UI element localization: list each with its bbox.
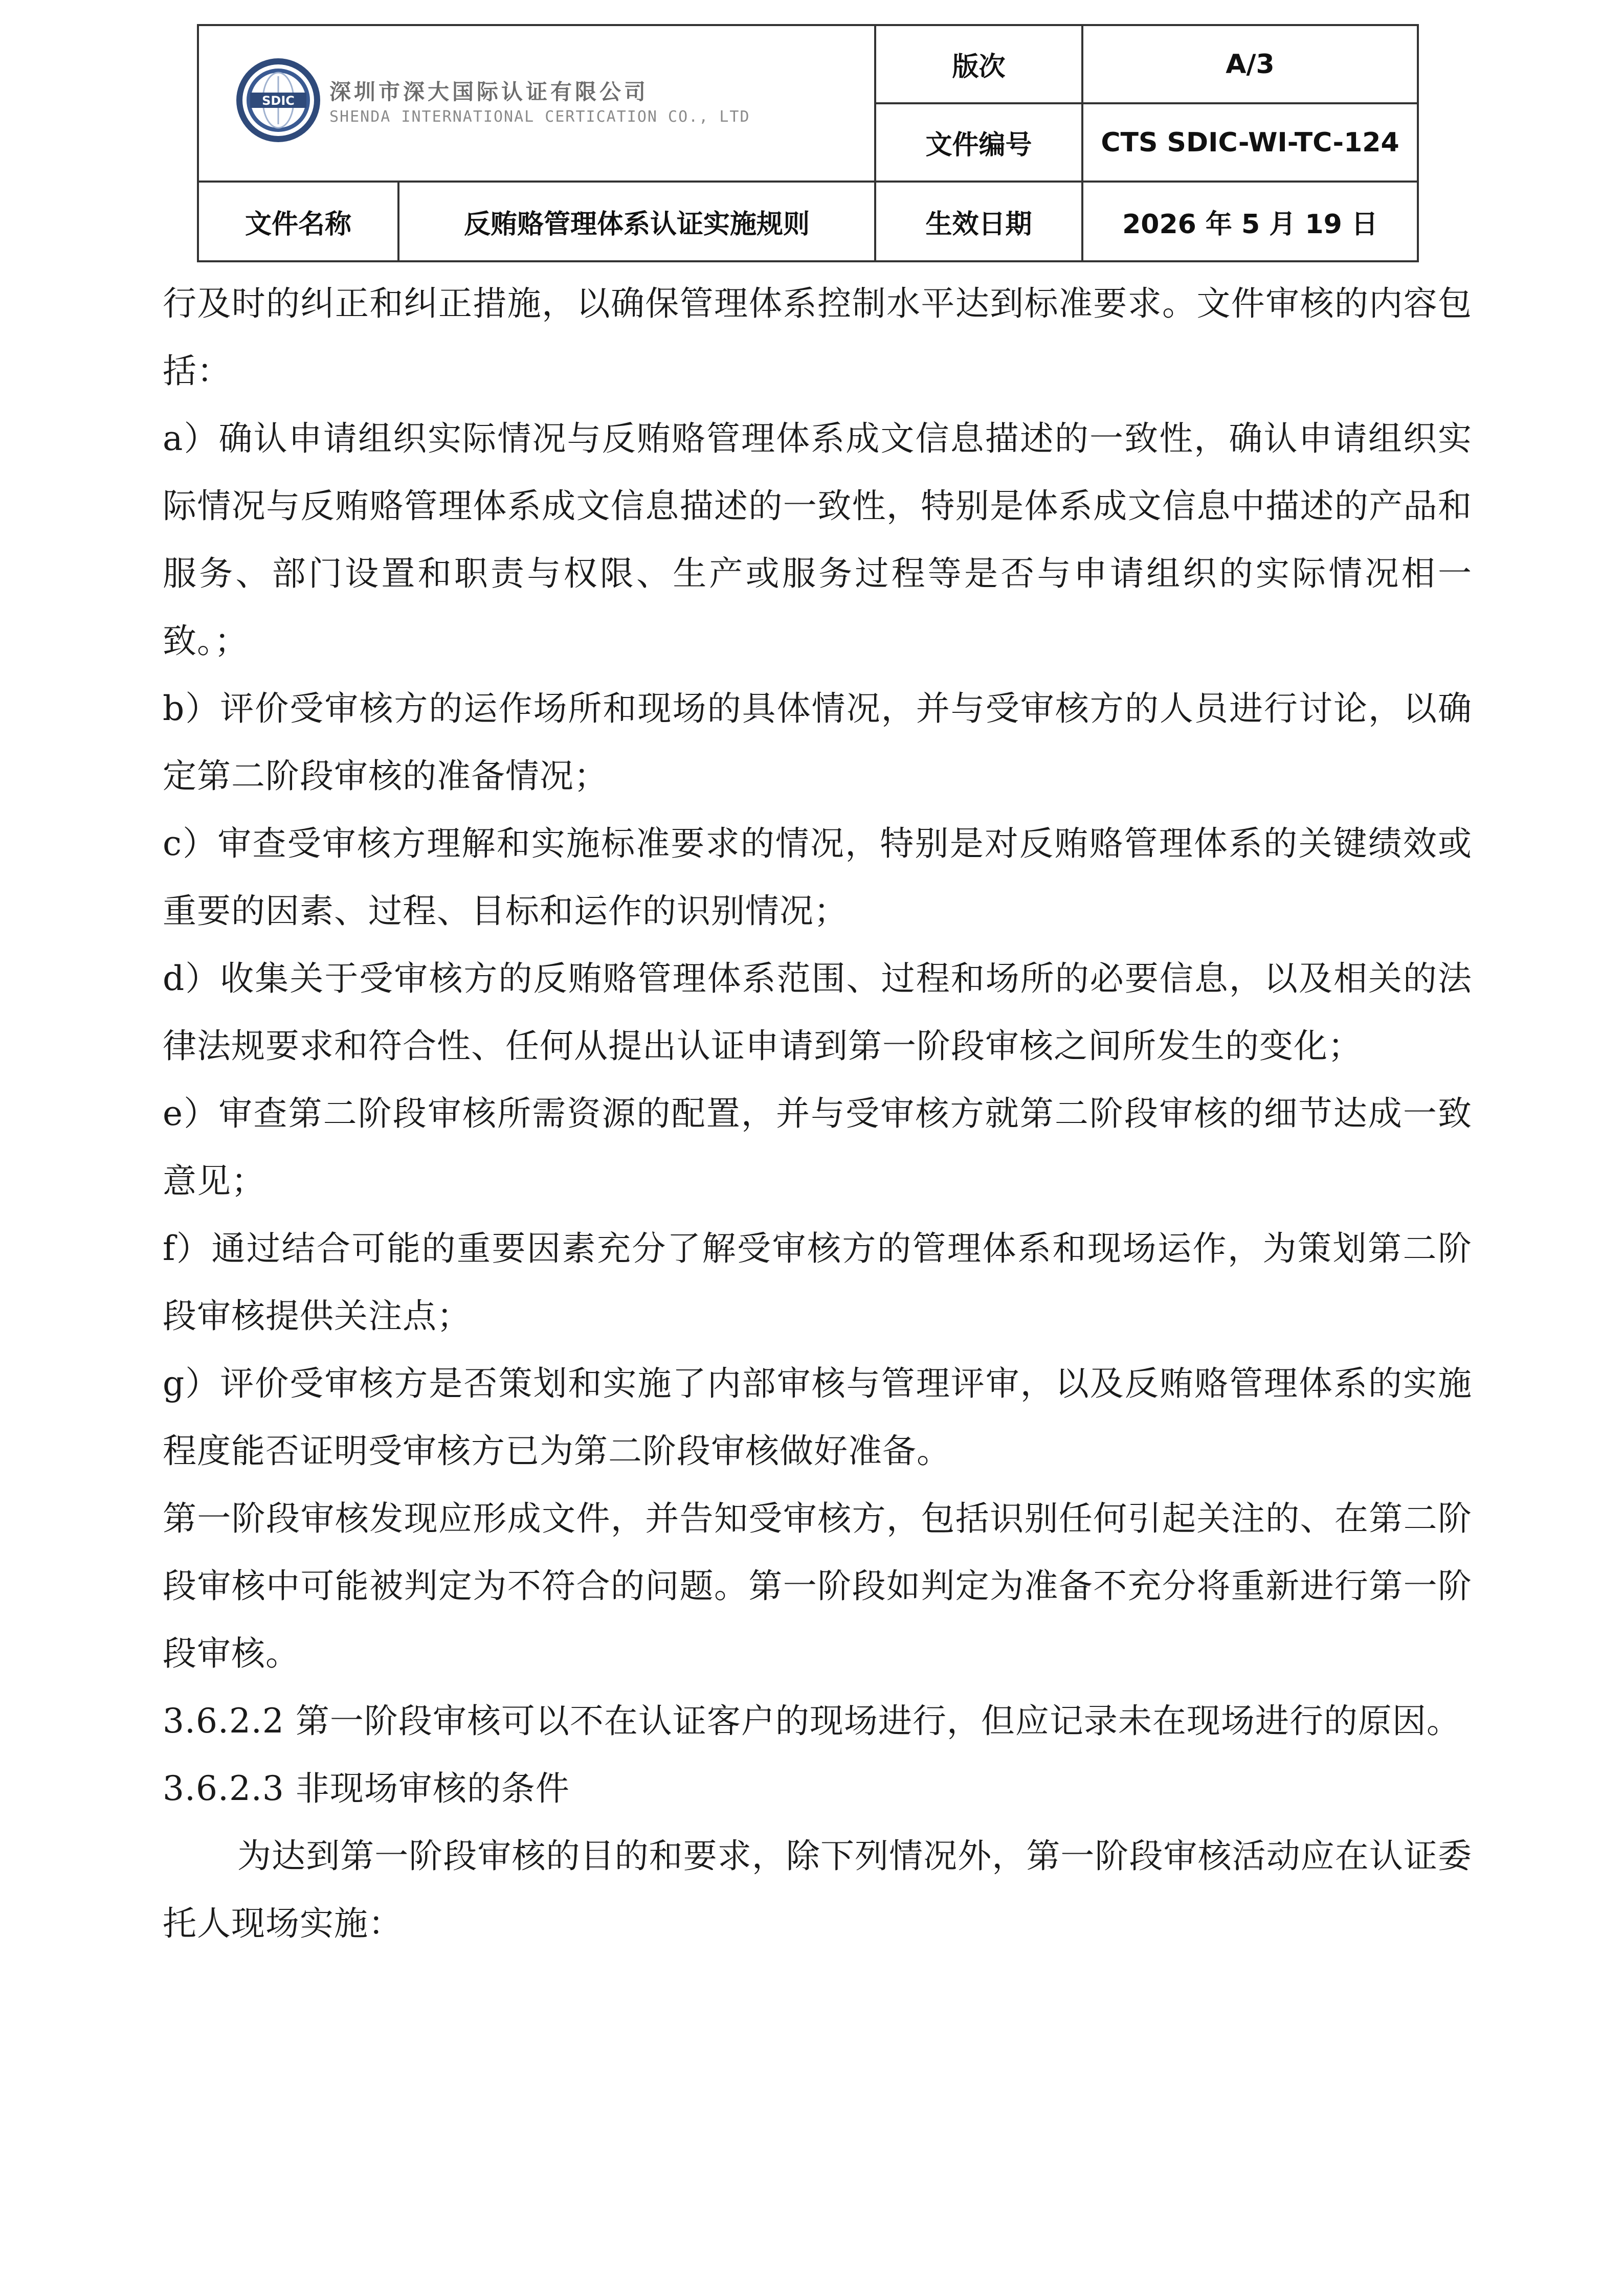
document-name-value: 反贿赂管理体系认证实施规则 (398, 182, 875, 261)
body-paragraph-item-e: e）审查第二阶段审核所需资源的配置，并与受审核方就第二阶段审核的细节达成一致意见； (163, 1094, 1472, 1201)
company-logo (235, 57, 900, 149)
section-3-6-2-3-heading: 3.6.2.3 非现场审核的条件 (163, 1769, 570, 1808)
company-logo-cell (198, 25, 875, 182)
effective-date-value: 2026 年 5 月 19 日 (1082, 182, 1418, 261)
body-paragraph-indented: 为达到第一阶段审核的目的和要求，除下列情况外，第一阶段审核活动应在认证委托人现场实施： (163, 1836, 1472, 1943)
company-name-english: SHENDA INTERNATIONAL CERTICATION CO., LTD (329, 108, 750, 126)
document-name-label: 文件名称 (198, 182, 398, 261)
document-header-table (197, 24, 1419, 262)
body-paragraph-item-d: d）收集关于受审核方的反贿赂管理体系范围、过程和场所的必要信息，以及相关的法律法规要求和符合性、任何从提出认证申请到第一阶段审核之间所发生的变化； (163, 959, 1472, 1066)
body-paragraph-item-f: f）通过结合可能的重要因素充分了解受审核方的管理体系和现场运作，为策划第二阶段审核提供关注点； (163, 1229, 1472, 1336)
body-paragraph: 行及时的纠正和纠正措施，以确保管理体系控制水平达到标准要求。文件审核的内容包括： (163, 284, 1472, 391)
sdic-seal-icon (235, 57, 322, 144)
company-name-chinese: 深圳市深大国际认证有限公司 (329, 79, 649, 104)
section-3-6-2-2: 3.6.2.2 第一阶段审核可以不在认证客户的现场进行，但应记录未在现场进行的原因。 (163, 1701, 1461, 1741)
body-paragraph-item-a: a）确认申请组织实际情况与反贿赂管理体系成文信息描述的一致性，确认申请组织实际情况与反贿赂管理体系成文信息描述的一致性，特别是体系成文信息中描述的产品和服务、部门设置和职责与权限、生产或服务过程等是否与申请组织的实际情况相一致。； (163, 419, 1472, 661)
effective-date-label: 生效日期 (875, 182, 1082, 261)
body-paragraph: 第一阶段审核发现应形成文件，并告知受审核方，包括识别任何引起关注的、在第二阶段审核中可能被判定为不符合的问题。第一阶段如判定为准备不充分将重新进行第一阶段审核。 (163, 1499, 1472, 1673)
body-paragraph-item-c: c）审查受审核方理解和实施标准要求的情况，特别是对反贿赂管理体系的关键绩效或重要的因素、过程、目标和运作的识别情况； (163, 824, 1472, 931)
document-number-value: CTS SDIC-WI-TC-124 (1082, 103, 1418, 182)
version-label: 版次 (875, 25, 1082, 103)
svg-text:SDIC: SDIC (262, 94, 295, 108)
document-body (163, 270, 1472, 1957)
body-paragraph-item-g: g）评价受审核方是否策划和实施了内部审核与管理评审，以及反贿赂管理体系的实施程度能否证明受审核方已为第二阶段审核做好准备。 (163, 1364, 1472, 1471)
version-value: A/3 (1082, 25, 1418, 103)
document-number-label: 文件编号 (875, 103, 1082, 182)
body-paragraph-item-b: b）评价受审核方的运作场所和现场的具体情况，并与受审核方的人员进行讨论，以确定第二阶段审核的准备情况； (163, 689, 1472, 796)
